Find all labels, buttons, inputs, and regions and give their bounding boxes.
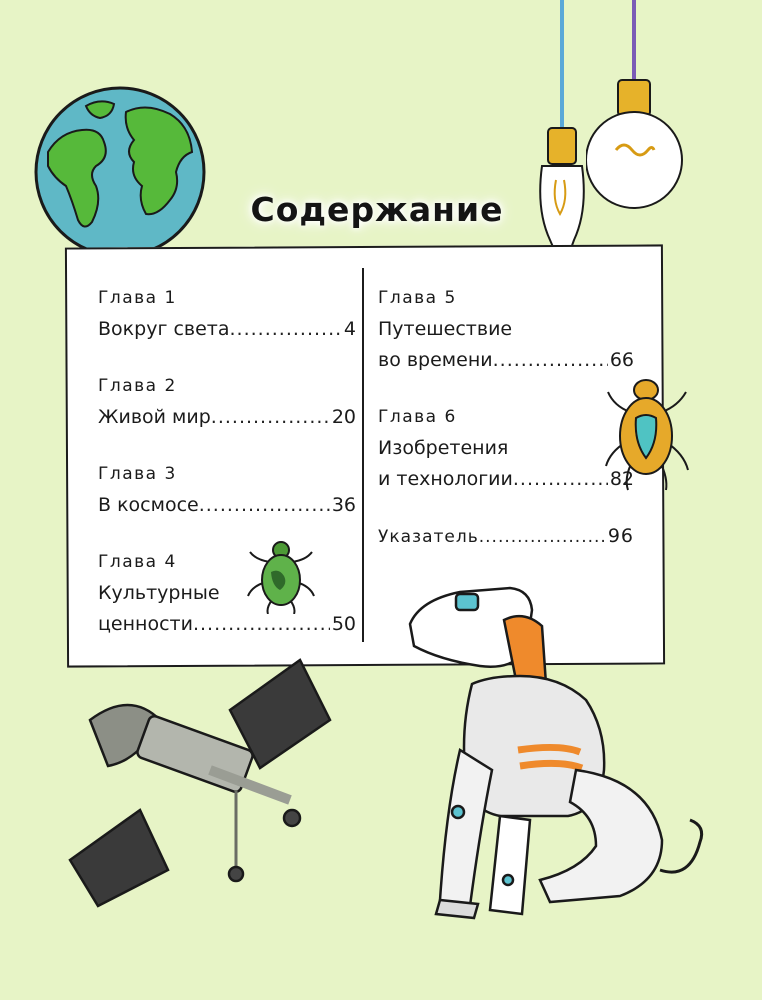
toc-entry[interactable] [378,283,634,376]
page-number: 66 [609,349,634,371]
index-title: Указатель [378,527,479,547]
bug-icon [244,532,318,614]
page-title: Содержание [250,189,504,229]
lightbulb-icon [586,0,686,215]
chapter-title: Живой мир [98,406,211,428]
column-divider [362,268,364,642]
chapter-title: Культурные [98,582,220,604]
toc-entry[interactable] [378,402,634,495]
globe-icon [30,82,210,262]
dot-leader [479,522,606,553]
chapter-title: Вокруг света [98,318,230,340]
toc-entry[interactable] [98,371,356,433]
page-number: 96 [607,525,634,547]
chapter-label: Глава 1 [98,288,177,308]
chapter-label: Глава 6 [378,407,457,427]
page-number: 82 [609,468,634,490]
chapter-title-line2: во времени [378,349,493,371]
toc-entry-index[interactable] [378,521,634,552]
dot-leader [513,464,608,495]
chapter-label: Глава 5 [378,288,457,308]
toc-column-right [378,283,634,578]
dot-leader [199,490,330,521]
chapter-title-line2: ценности [98,613,193,635]
satellite-icon [60,650,350,910]
chapter-label: Глава 2 [98,376,177,396]
robot-dog-icon [400,580,720,940]
page-number: 20 [331,406,356,428]
dot-leader [230,314,342,345]
chapter-title-line2: и технологии [378,468,513,490]
toc-entry[interactable] [98,283,356,345]
beetle-icon [600,362,692,494]
dot-leader [211,402,330,433]
chapter-title: В космосе [98,494,199,516]
dot-leader [493,345,608,376]
page-number: 50 [331,613,356,635]
chapter-title: Изобретения [378,437,509,459]
chapter-label: Глава 3 [98,464,177,484]
page-number: 36 [331,494,356,516]
chapter-label: Глава 4 [98,552,177,572]
toc-entry[interactable] [98,459,356,521]
chapter-title: Путешествие [378,318,513,340]
page-number: 4 [343,318,356,340]
